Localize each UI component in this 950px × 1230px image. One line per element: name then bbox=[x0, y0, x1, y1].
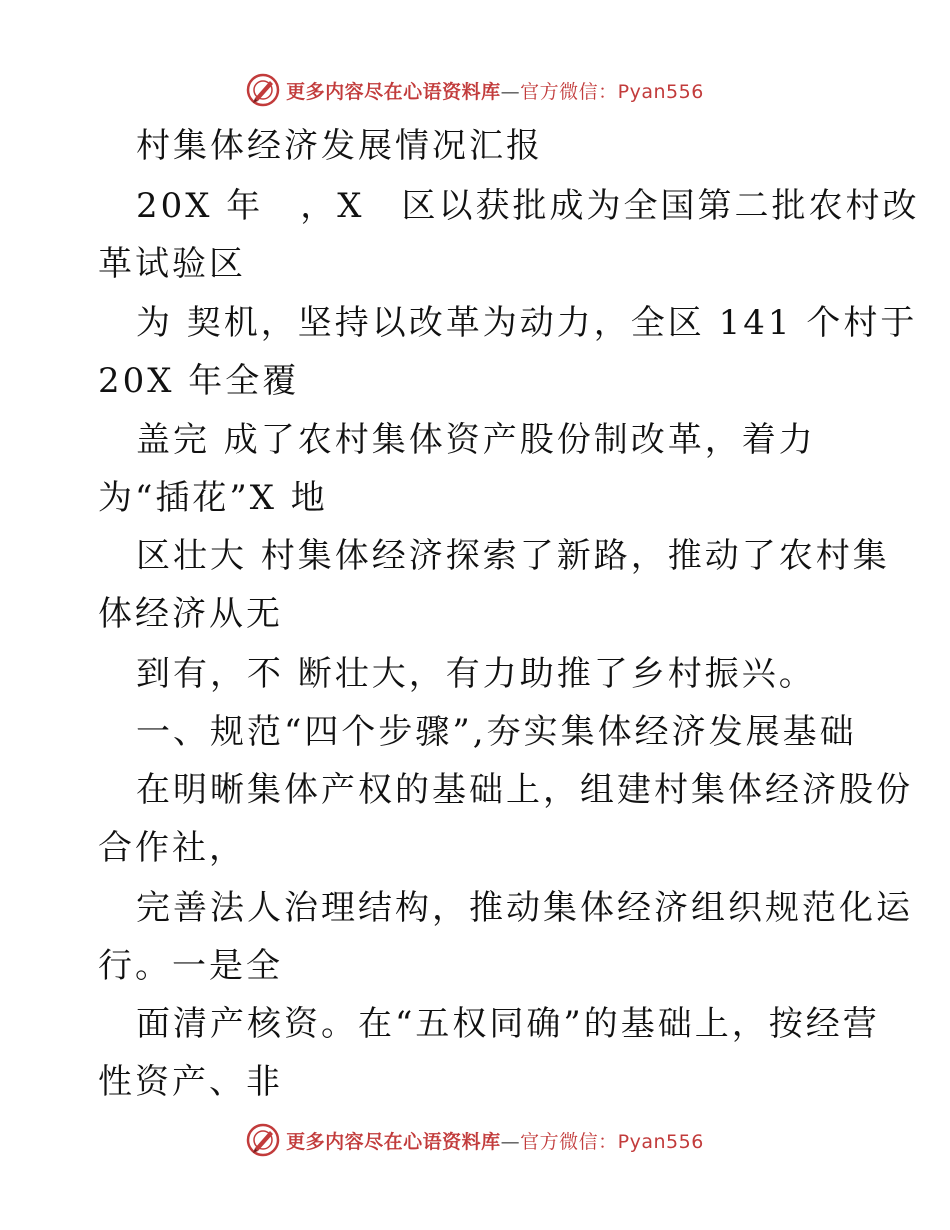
pen-logo-icon bbox=[246, 1123, 280, 1157]
banner-text bbox=[286, 1127, 704, 1154]
paragraph-line: 完善法人治理结构，推动集体经济组织规范化运 bbox=[136, 888, 913, 928]
paragraph-line: 体经济从无 bbox=[98, 594, 283, 634]
pen-logo-icon bbox=[246, 73, 280, 107]
paragraph-line: 革试验区 bbox=[98, 244, 246, 284]
footer-banner bbox=[0, 1120, 950, 1160]
banner-site-name: 更多内容尽在心语资料库 bbox=[286, 80, 501, 103]
paragraph-line: 到有，不 断壮大，有力助推了乡村振兴。 bbox=[136, 654, 816, 694]
banner-text bbox=[286, 77, 704, 104]
paragraph-line: 性资产、非 bbox=[98, 1062, 283, 1102]
banner-site-name: 更多内容尽在心语资料库 bbox=[286, 1130, 501, 1153]
banner-inner bbox=[246, 1123, 704, 1157]
paragraph-line: 行。一是全 bbox=[98, 946, 283, 986]
paragraph-line: 20X 年 ，X 区以获批成为全国第二批农村改 bbox=[136, 186, 920, 226]
banner-separator: — bbox=[500, 80, 521, 103]
banner-inner bbox=[246, 73, 704, 107]
paragraph-line: 合作社， bbox=[98, 828, 246, 868]
banner-wechat: 官方微信：Pyan556 bbox=[520, 1130, 704, 1153]
banner-separator: — bbox=[500, 1130, 521, 1153]
paragraph-line: 面清产核资。在“五权同确”的基础上，按经营 bbox=[136, 1004, 880, 1044]
paragraph-line: 为“插花”X 地 bbox=[98, 478, 328, 518]
paragraph-line: 为 契机，坚持以改革为动力，全区 141 个村于 bbox=[136, 303, 918, 343]
document-title: 村集体经济发展情况汇报 bbox=[136, 126, 543, 166]
banner-wechat: 官方微信：Pyan556 bbox=[520, 80, 704, 103]
paragraph-line: 20X 年全覆 bbox=[98, 361, 300, 401]
paragraph-line: 在明晰集体产权的基础上，组建村集体经济股份 bbox=[136, 770, 913, 810]
header-banner bbox=[0, 70, 950, 110]
paragraph-line: 区壮大 村集体经济探索了新路，推动了农村集 bbox=[136, 536, 890, 576]
paragraph-line: 盖完 成了农村集体资产股份制改革，着力 bbox=[136, 420, 816, 460]
section-heading: 一、规范“四个步骤”,夯实集体经济发展基础 bbox=[136, 712, 857, 752]
